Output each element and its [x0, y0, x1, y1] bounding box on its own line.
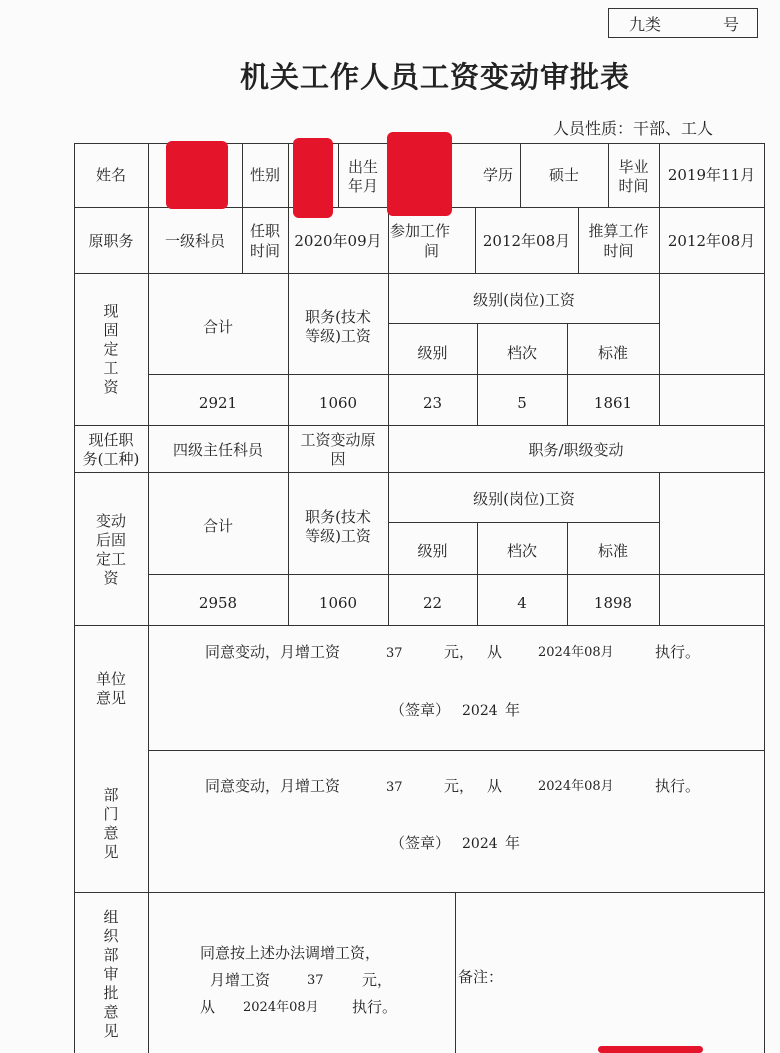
- current-level-label: 级别: [417, 344, 448, 362]
- table-line: [388, 522, 660, 523]
- after-total-label: 合计: [202, 517, 233, 535]
- unit-opinion-from: 从: [487, 643, 503, 661]
- current-total-label: 合计: [202, 318, 233, 336]
- redacted-gender: [293, 138, 333, 218]
- table-line: [74, 273, 764, 274]
- table-line: [455, 892, 456, 1053]
- after-standard-label: 标准: [597, 542, 628, 560]
- after-grade-label: 档次: [506, 542, 537, 560]
- org-opinion-amount: 37: [307, 973, 324, 988]
- calc-work-value: 2012年08月: [667, 232, 756, 250]
- org-opinion-line1: 同意按上述办法调增工资，: [200, 944, 381, 962]
- birth-label-2: 年月: [347, 177, 378, 195]
- dept-opinion-from: 从: [487, 777, 503, 795]
- graduation-label-2: 时间: [618, 177, 649, 195]
- table-line: [148, 374, 764, 375]
- table-line: [388, 323, 660, 324]
- unit-opinion-year: 2024: [462, 703, 498, 719]
- personnel-nature: 人员性质：干部、工人: [553, 119, 714, 138]
- current-level-value: 23: [422, 394, 443, 412]
- document-number-suffix: 号: [722, 14, 739, 34]
- dept-opinion-yuan: 元，: [444, 777, 475, 795]
- current-post-value: 四级主任科员: [172, 441, 263, 459]
- after-duty-label-2: 等级)工资: [305, 527, 371, 545]
- join-work-label-2: 间: [423, 242, 439, 260]
- unit-opinion-amount: 37: [386, 646, 403, 661]
- appointment-label-2: 时间: [249, 242, 280, 260]
- table-line: [74, 472, 764, 473]
- change-reason-value: 职务/职级变动: [528, 441, 624, 459]
- current-grade-label: 档次: [506, 344, 537, 362]
- unit-opinion-yuan: 元，: [444, 643, 475, 661]
- table-line: [578, 207, 579, 273]
- unit-opinion-seal: （签章）: [390, 701, 451, 719]
- education-value: 硕士: [548, 166, 579, 184]
- org-opinion-monthly: 月增工资: [210, 971, 271, 989]
- remarks-label: 备注：: [458, 968, 504, 986]
- after-duty-value: 1060: [318, 594, 358, 612]
- redacted-name: [166, 141, 228, 209]
- appointment-value: 2020年09月: [294, 232, 382, 250]
- dept-opinion-year: 2024: [462, 836, 498, 852]
- table-line: [74, 425, 764, 426]
- current-duty-label-2: 等级)工资: [305, 327, 371, 345]
- org-opinion-side-label: 组 织 部 审 批 意 见: [103, 908, 119, 1040]
- current-duty-label-1: 职务(技术: [305, 308, 371, 326]
- unit-opinion-year-unit: 年: [505, 701, 521, 719]
- unit-opinion-date: 2024年08月: [538, 645, 614, 660]
- table-line: [74, 892, 764, 893]
- dept-opinion-year-unit: 年: [505, 834, 521, 852]
- calc-work-label-1: 推算工作: [588, 222, 649, 240]
- join-work-value: 2012年08月: [482, 232, 571, 250]
- graduation-value: 2019年11月: [667, 166, 756, 184]
- original-post-value: 一级科员: [164, 232, 225, 250]
- gender-label: 性别: [249, 166, 280, 184]
- current-salary-side-label: 现 固 定 工 资: [103, 302, 119, 396]
- dept-opinion-text: 同意变动，月增工资: [205, 777, 341, 795]
- dept-opinion-amount: 37: [386, 780, 403, 795]
- unit-opinion-execute: 执行。: [655, 643, 701, 661]
- org-opinion-date: 2024年08月: [243, 1000, 319, 1015]
- current-rank-header: 级别(岗位)工资: [473, 291, 575, 309]
- dept-opinion-seal: （签章）: [390, 834, 451, 852]
- original-post-label: 原职务: [88, 232, 134, 250]
- dept-opinion-side-label: 部 门 意 见: [103, 786, 119, 861]
- current-grade-value: 5: [517, 394, 527, 412]
- dept-opinion-execute: 执行。: [655, 777, 701, 795]
- after-level-label: 级别: [417, 542, 448, 560]
- education-label: 学历: [483, 166, 514, 184]
- org-opinion-yuan: 元，: [362, 971, 393, 989]
- after-rank-header: 级别(岗位)工资: [473, 490, 575, 508]
- after-grade-value: 4: [517, 594, 527, 612]
- current-standard-value: 1861: [593, 394, 633, 412]
- redacted-signature: [598, 1046, 703, 1053]
- org-opinion-execute: 执行。: [352, 998, 398, 1016]
- current-total-value: 2921: [198, 394, 238, 412]
- document-number-prefix: 九类: [629, 14, 662, 34]
- birth-label-1: 出生: [347, 158, 378, 176]
- table-line: [288, 143, 289, 625]
- current-standard-label: 标准: [597, 344, 628, 362]
- dept-opinion-date: 2024年08月: [538, 779, 614, 794]
- appointment-label-1: 任职: [249, 222, 280, 240]
- after-duty-label-1: 职务(技术: [305, 508, 371, 526]
- after-salary-side-label: 变动 后固 定工 资: [95, 512, 126, 587]
- after-level-value: 22: [422, 594, 443, 612]
- table-line: [74, 625, 764, 626]
- table-line: [74, 143, 75, 1053]
- table-line: [148, 750, 764, 751]
- change-reason-label-1: 工资变动原: [300, 431, 376, 449]
- redacted-birth-date: [387, 132, 452, 216]
- current-post-label-2: 务(工种): [82, 450, 140, 468]
- current-post-label-1: 现任职: [88, 431, 134, 449]
- graduation-label-1: 毕业: [618, 158, 649, 176]
- current-duty-value: 1060: [318, 394, 358, 412]
- table-line: [764, 143, 765, 1053]
- page-title: 机关工作人员工资变动审批表: [240, 60, 631, 94]
- after-standard-value: 1898: [593, 594, 633, 612]
- table-line: [148, 574, 764, 575]
- change-reason-label-2: 因: [330, 450, 346, 468]
- join-work-label-1: 参加工作: [390, 222, 451, 240]
- org-opinion-from: 从: [200, 998, 216, 1016]
- after-total-value: 2958: [198, 594, 238, 612]
- name-label: 姓名: [95, 166, 126, 184]
- unit-opinion-text: 同意变动，月增工资: [205, 643, 341, 661]
- calc-work-label-2: 时间: [603, 242, 634, 260]
- unit-opinion-side-label: 单位 意见: [95, 670, 126, 707]
- table-line: [659, 143, 660, 425]
